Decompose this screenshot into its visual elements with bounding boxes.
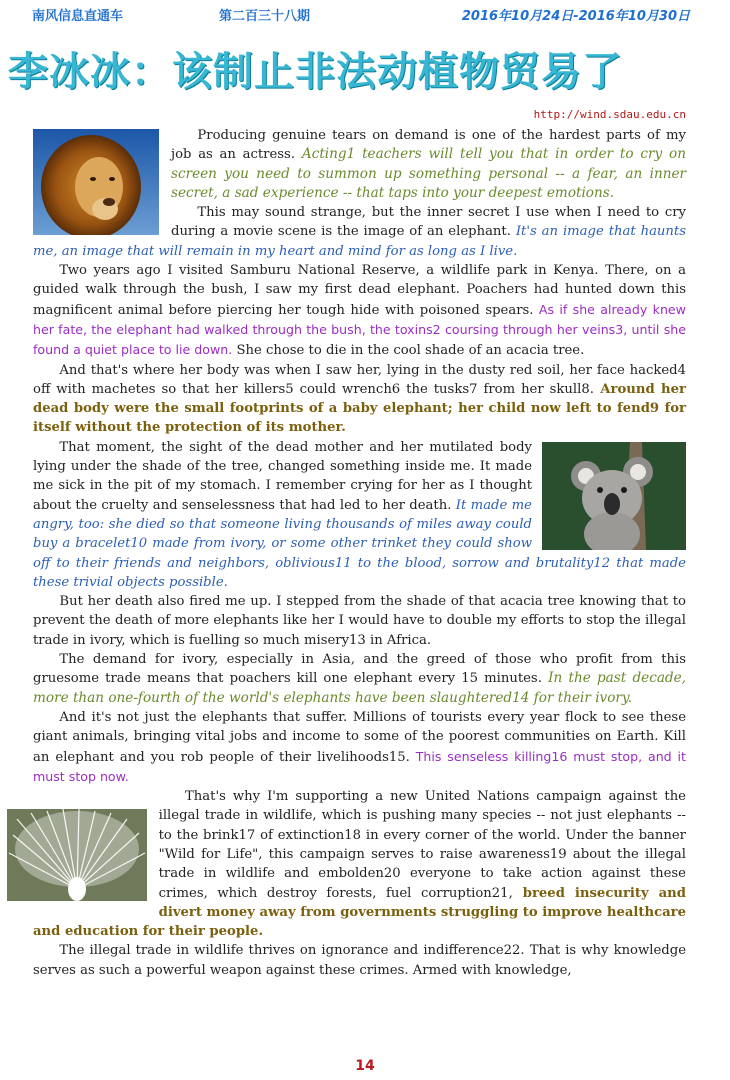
article-body — [33, 126, 686, 980]
paragraph-6: But her death also fired me up. I stepped from the shade of that acacia tree knowing that to prevent the death of more elephants like her I would have to double my efforts to stop the illegal trade in ivory, which is fuelling so much misery13 in Africa. — [33, 594, 686, 648]
paragraph-1: Producing genuine tears on demand is one of the hardest parts of my job as an actress. Acting1 teachers will tell you that in order to cry on screen you need to summon up something personal -- a fear, an inner secret, a sad experience -- that taps into your deepest emotions. — [171, 128, 686, 201]
article-title: 李冰冰：该制止非法动植物贸易了 — [8, 49, 623, 95]
paragraph-3: Two years ago I visited Samburu National Reserve, a wildlife park in Kenya. There, on a guided walk through the bush, I saw my first dead elephant. Poachers had hunted down this magnificent animal before piercing her tough hide with poisoned spears. As if she already knew her fate, the elephant had walked through the bush, the toxins2 coursing through her veins3, until she found a quiet place to lie down. She chose to die in the cool shade of an acacia tree. — [33, 263, 686, 359]
date-range: 2016年10月24日-2016年10月30日 — [461, 9, 690, 24]
paragraph-8: And it's not just the elephants that suffer. Millions of tourists every year flock to see these giant animals, bringing vital jobs and income to some of the poorest communities on Earth. Kill an elephant and you rob people of their livelihoods15. This senseless killing16 must stop, and it must stop now. — [33, 709, 686, 784]
issue-number: 第二百三十八期 — [219, 9, 311, 24]
paragraph-4: And that's where her body was when I saw her, lying in the dusty red soil, her face hacked4 off with machetes so that her killers5 could wrench6 the tusks7 from her skull8. Around her dead body were the small footprints of a baby elephant; her child now left to fend9 for itself without the protection of its mother. — [33, 362, 686, 436]
koala-image — [542, 442, 686, 550]
page-number: 14 — [355, 1058, 375, 1074]
paragraph-2: This may sound strange, but the inner secret I use when I need to cry during a movie scene is the image of an elephant. It's an image that haunts me, an image that will remain in my heart and mind for as long as I live. — [33, 205, 686, 259]
page-header — [32, 5, 690, 27]
peacock-image — [7, 809, 147, 901]
paragraph-5: That moment, the sight of the dead mother and her mutilated body lying under the shade of the tree, changed something inside me. It made me sick in the pit of my stomach. I remember crying for her as I thought about the cruelty and senselessness that had led to her death. It made me angry, too: she died so that someone living thousands of miles away could buy a bracelet10 made from ivory, or some other trinket they could show off to their friends and neighbors, oblivious11 to the blood, sorrow and brutality12 that made these trivial objects possible. — [33, 439, 686, 590]
source-url: http://wind.sdau.edu.cn — [533, 108, 686, 121]
lion-image — [33, 129, 159, 235]
paragraph-9: That's why I'm supporting a new United Nations campaign against the illegal trade in wildlife, which is pushing many species -- not just elephants -- to the brink17 of extinction18 in every corner of the world. Under the banner "Wild for Life", this campaign serves to raise awareness19 about the illegal trade in wildlife and embolden20 everyone to take action against these crimes, which destroy forests, fuel corruption21, breed insecurity and divert money away from governments struggling to improve healthcare and education for their people. — [33, 787, 686, 941]
paragraph-10: The illegal trade in wildlife thrives on ignorance and indifference22. That is why knowledge serves as such a powerful weapon against these crimes. Armed with knowledge, — [33, 943, 686, 978]
paragraph-7: The demand for ivory, especially in Asia, and the greed of those who profit from this gruesome trade means that poachers kill one elephant every 15 minutes. In the past decade, more than one-fourth of the world's elephants have been slaughtered14 for their ivory. — [33, 652, 686, 706]
publication-name: 南风信息直通车 — [32, 9, 124, 24]
